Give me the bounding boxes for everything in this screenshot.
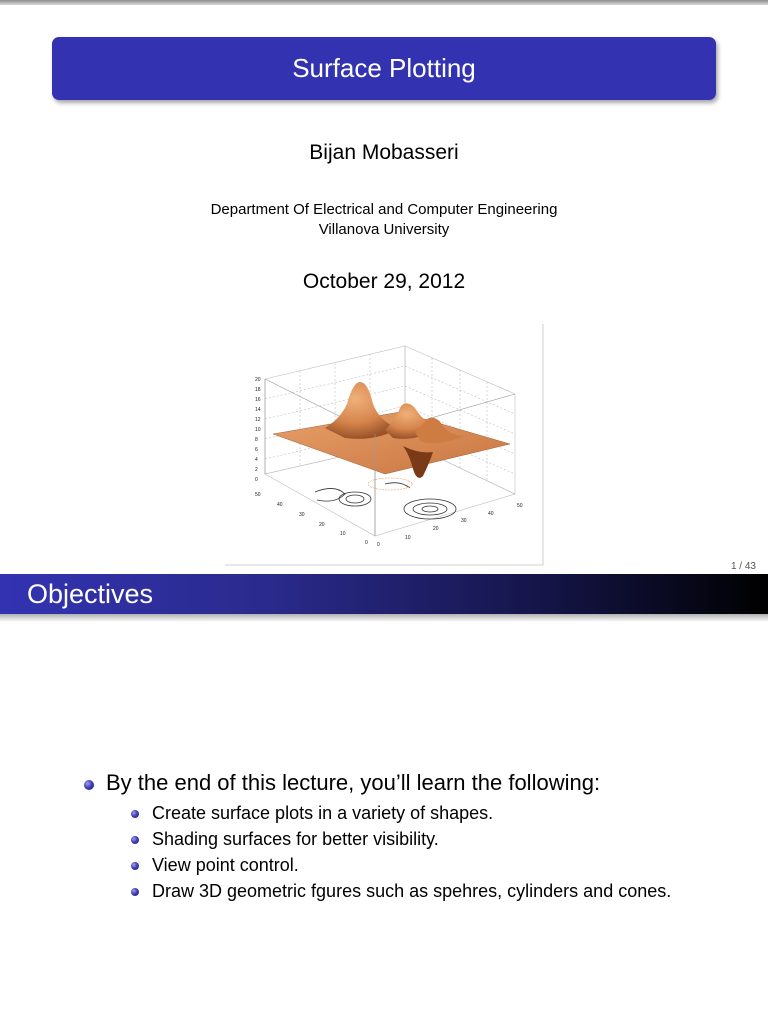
svg-text:10: 10 xyxy=(340,531,346,537)
frame-title-shadow xyxy=(0,614,768,622)
svg-text:16: 16 xyxy=(255,397,261,403)
svg-text:6: 6 xyxy=(255,447,258,453)
department: Department Of Electrical and Computer Engineering xyxy=(210,201,558,218)
page-number: 1 / 43 xyxy=(730,561,756,572)
list-item: Draw 3D geometric fgures such as spehres, cylinders and cones. xyxy=(152,881,672,901)
sub-bullet-icon xyxy=(131,810,139,818)
svg-text:30: 30 xyxy=(461,518,467,524)
svg-text:20: 20 xyxy=(255,377,261,383)
surface-plot-image xyxy=(225,324,545,567)
svg-text:12: 12 xyxy=(255,417,261,423)
svg-text:50: 50 xyxy=(517,503,523,509)
institute xyxy=(0,200,768,240)
sub-bullet-icon xyxy=(131,862,139,870)
slide-title: Surface Plotting xyxy=(52,37,716,100)
x-ticks xyxy=(377,503,523,548)
top-rule xyxy=(0,0,768,5)
university: Villanova University xyxy=(318,221,450,238)
svg-text:10: 10 xyxy=(405,535,411,541)
svg-text:40: 40 xyxy=(277,502,283,508)
surface-plot-figure xyxy=(225,324,545,567)
frame-title: Objectives xyxy=(27,579,154,609)
svg-text:20: 20 xyxy=(433,526,439,532)
svg-text:14: 14 xyxy=(255,407,261,413)
svg-text:2: 2 xyxy=(255,467,258,473)
sub-bullet-icon xyxy=(131,836,139,844)
author: Bijan Mobasseri xyxy=(309,141,459,164)
list-item: Shading surfaces for better visibility. xyxy=(152,829,439,849)
svg-text:30: 30 xyxy=(299,512,305,518)
svg-text:40: 40 xyxy=(488,511,494,517)
svg-text:18: 18 xyxy=(255,387,261,393)
svg-text:0: 0 xyxy=(255,477,258,483)
z-ticks xyxy=(255,377,261,483)
surface-plane xyxy=(273,412,510,474)
svg-text:10: 10 xyxy=(255,427,261,433)
svg-text:4: 4 xyxy=(255,457,258,463)
svg-text:8: 8 xyxy=(255,437,258,443)
svg-text:50: 50 xyxy=(255,492,261,498)
list-item: View point control. xyxy=(152,855,299,875)
intro-bullet: By the end of this lecture, you’ll learn the following: xyxy=(106,770,601,795)
svg-text:0: 0 xyxy=(377,542,380,548)
contour-lines xyxy=(315,483,456,519)
svg-text:20: 20 xyxy=(319,522,325,528)
sub-bullet-icon xyxy=(131,888,139,896)
list-item: Create surface plots in a variety of shapes. xyxy=(152,803,494,823)
date: October 29, 2012 xyxy=(302,270,466,293)
bullet-icon xyxy=(84,780,94,790)
svg-text:0: 0 xyxy=(365,540,368,546)
